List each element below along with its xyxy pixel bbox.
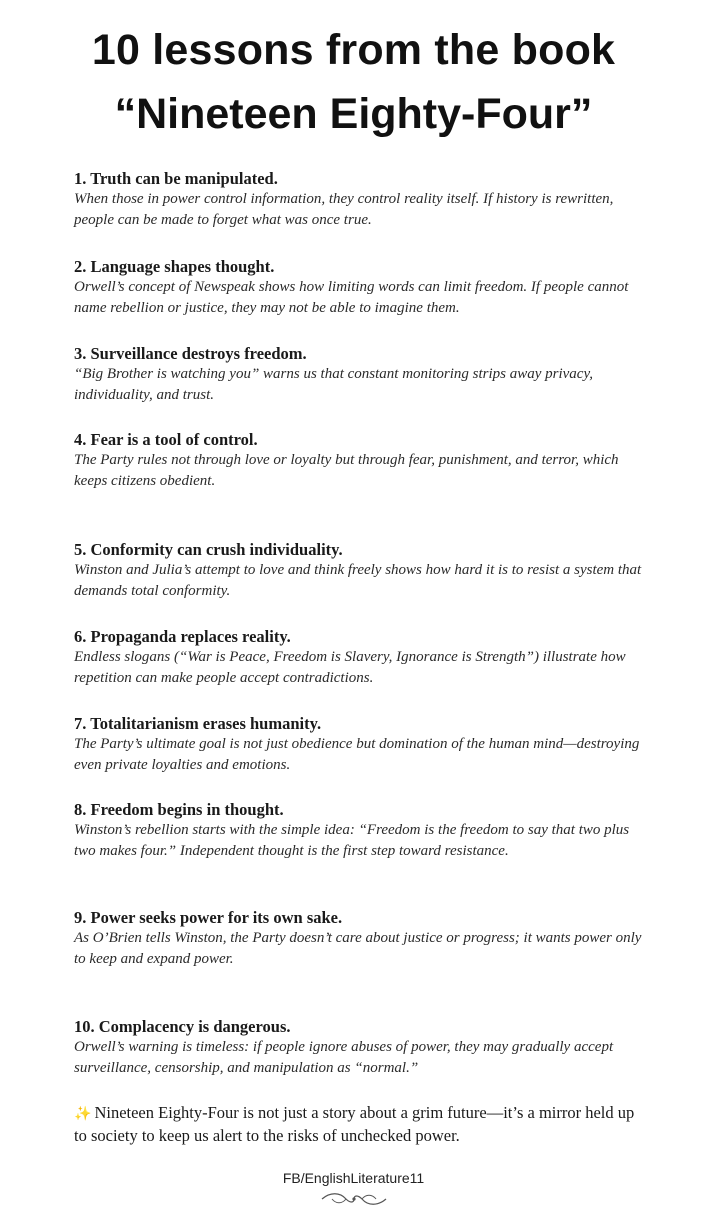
lesson-item bbox=[74, 429, 654, 492]
lesson-item bbox=[74, 713, 654, 776]
closing-text: Nineteen Eighty-Four is not just a story about a grim future—it’s a mirror held up to society to keep us alert to the risks of unchecked power. bbox=[74, 1103, 635, 1145]
lesson-body: Winston’s rebellion starts with the simple idea: “Freedom is the freedom to say that two plus two makes four.” Independent thought is the first step toward resistance. bbox=[74, 822, 630, 859]
book-title: “Nineteen Eighty-Four” bbox=[114, 90, 593, 138]
page-title: 10 lessons from the book bbox=[91, 26, 616, 74]
lesson-body: When those in power control information, they control reality itself. If history is rewritten, people can be made to forget what was once true. bbox=[74, 191, 614, 228]
lesson-heading: 4. Fear is a tool of control. bbox=[74, 430, 258, 449]
lesson-item bbox=[74, 626, 654, 689]
sparkle-icon: ✨ bbox=[74, 1107, 92, 1122]
lesson-body: The Party rules not through love or loyalty but through fear, punishment, and terror, which keeps citizens obedient. bbox=[74, 452, 619, 489]
flourish-ornament-icon bbox=[318, 1190, 390, 1208]
lesson-body: Orwell’s concept of Newspeak shows how limiting words can limit freedom. If people cannot name rebellion or justice, they may not be able to imagine them. bbox=[74, 279, 629, 316]
lesson-item bbox=[74, 1016, 654, 1079]
lesson-body: Endless slogans (“War is Peace, Freedom is Slavery, Ignorance is Strength”) illustrate how repetition can make people accept contradictions. bbox=[74, 649, 626, 686]
lesson-heading: 10. Complacency is dangerous. bbox=[74, 1017, 291, 1036]
lesson-heading: 9. Power seeks power for its own sake. bbox=[74, 908, 343, 927]
lesson-heading: 1. Truth can be manipulated. bbox=[74, 169, 278, 188]
lesson-heading: 7. Totalitarianism erases humanity. bbox=[74, 714, 322, 733]
lesson-body: “Big Brother is watching you” warns us that constant monitoring strips away privacy, individuality, and trust. bbox=[74, 366, 594, 403]
lesson-body: The Party’s ultimate goal is not just obedience but domination of the human mind—destroying even private loyalties and emotions. bbox=[74, 736, 640, 773]
lesson-item bbox=[74, 343, 654, 406]
lesson-item bbox=[74, 907, 654, 970]
lesson-item bbox=[74, 168, 654, 231]
lesson-body: Winston and Julia’s attempt to love and think freely shows how hard it is to resist a system that demands total conformity. bbox=[74, 562, 642, 599]
lesson-heading: 3. Surveillance destroys freedom. bbox=[74, 344, 307, 363]
lesson-item bbox=[74, 256, 654, 319]
lesson-heading: 5. Conformity can crush individuality. bbox=[74, 540, 343, 559]
closing-paragraph bbox=[74, 1102, 644, 1146]
lesson-heading: 8. Freedom begins in thought. bbox=[74, 800, 284, 819]
lesson-heading: 2. Language shapes thought. bbox=[74, 257, 275, 276]
credit-text: FB/EnglishLiterature11 bbox=[282, 1170, 425, 1186]
lesson-body: Orwell’s warning is timeless: if people ignore abuses of power, they may gradually accept surveillance, censorship, and manipulation as “normal.” bbox=[74, 1039, 614, 1076]
lesson-body: As O’Brien tells Winston, the Party doesn’t care about justice or progress; it wants power only to keep and expand power. bbox=[74, 930, 642, 967]
lesson-item bbox=[74, 799, 654, 862]
lesson-item bbox=[74, 539, 654, 602]
lesson-heading: 6. Propaganda replaces reality. bbox=[74, 627, 291, 646]
